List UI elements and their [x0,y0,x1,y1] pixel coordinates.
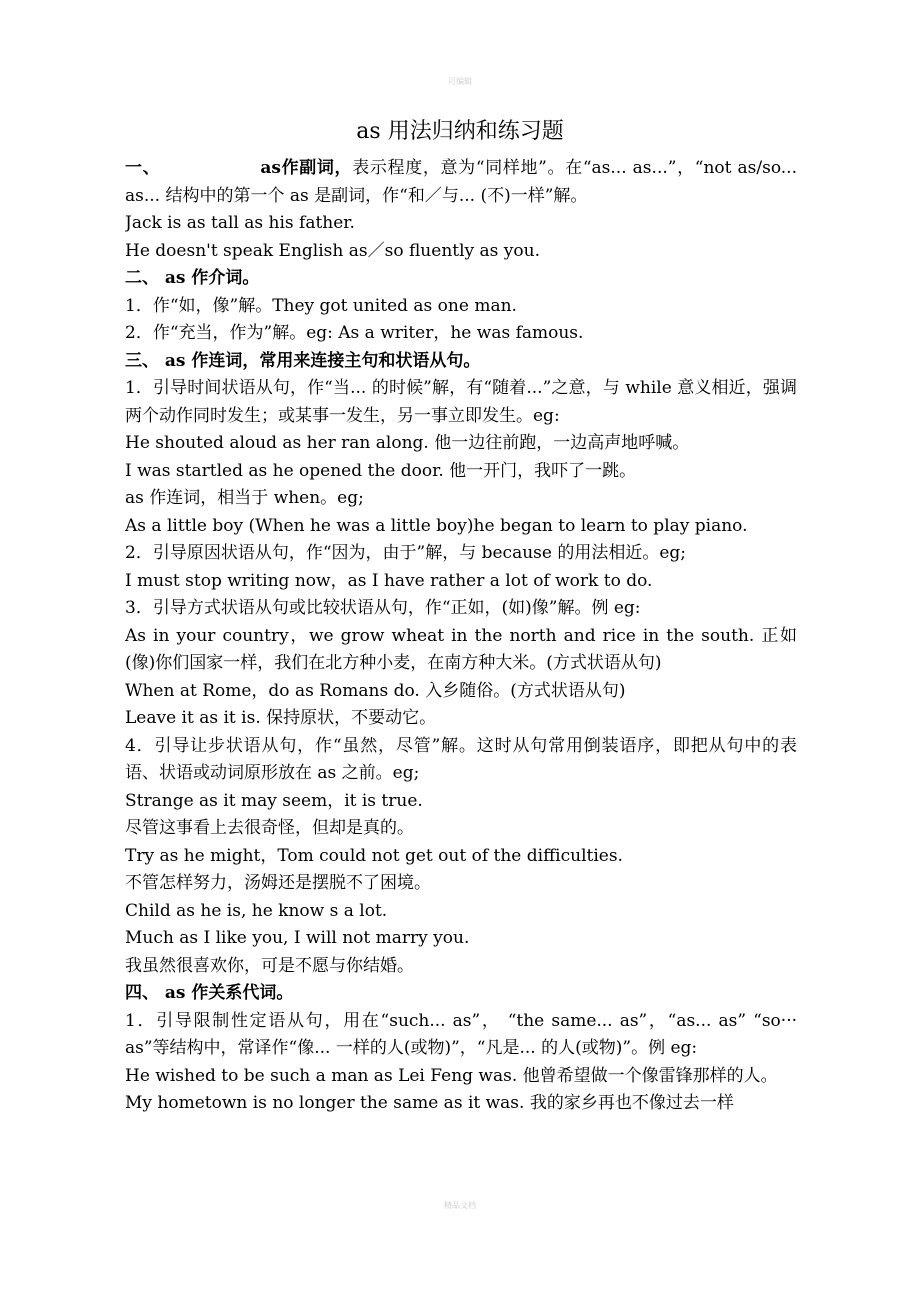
example-line: As a little boy (When he was a little boy)he began to learn to play piano. [125,515,748,536]
example-line: Strange as it may seem，it is true. [125,790,423,811]
section-4-heading: 四、 as 作关系代词。 [125,983,294,1003]
usage-line: 3．引导方式状语从句或比较状语从句，作“正如，(如)像”解。例 eg: [125,598,641,618]
example-line: I must stop writing now，as I have rather a lot of work to do. [125,570,653,591]
section-2-heading: 二、 as 作介词。 [125,268,260,288]
translation-line: 尽管这事看上去很奇怪，但却是真的。 [125,818,414,838]
example-paragraph: As in your country，we grow wheat in the north and rice in the south. 正如(像)你们国家一样，我们在北方种小麦，在南方种大米。(方式状语从句) [125,625,797,673]
example-line: My hometown is no longer the same as it was. 我的家乡再也不像过去一样 [125,1093,734,1113]
section-3-heading: 三、 as 作连词，常用来连接主句和状语从句。 [125,350,481,371]
example-line: Jack is as tall as his father. [125,213,355,233]
example-line: He doesn't speak English as／so fluently as you. [125,240,540,261]
example-line: I was startled as he opened the door. 他一开门，我吓了一跳。 [125,460,637,481]
section-1-heading: as作副词， [260,158,353,178]
page-footer: 精品文档 [444,1201,476,1210]
example-line: Leave it as it is. 保持原状，不要动它。 [125,708,437,728]
section-1-number: 一、 [125,158,161,178]
usage-line: as 作连词，相当于 when。eg; [125,488,364,508]
usage-line: 1．作“如，像”解。They got united as one man. [125,295,517,316]
page-title: as 用法归纳和练习题 [356,119,564,144]
example-paragraph: He wished to be such a man as Lei Feng was. 他曾希望做一个像雷锋那样的人。 [125,1065,778,1086]
usage-line: 2．引导原因状语从句，作“因为，由于”解，与 because 的用法相近。eg; [125,543,687,563]
usage-paragraph: 4．引导让步状语从句，作“虽然，尽管”解。这时从句常用倒装语序，即把从句中的表语、状语或动词原形放在 as 之前。eg; [125,735,797,783]
usage-paragraph: 1．引导时间状语从句，作“当... 的时候”解，有“随着...”之意，与 while 意义相近，强调两个动作同时发生；或某事一发生，另一事立即发生。eg: [125,378,797,426]
translation-line: 不管怎样努力，汤姆还是摆脱不了困境。 [125,873,431,893]
section-1-paragraph [125,155,797,210]
example-line: When at Rome，do as Romans do. 入乡随俗。(方式状语从句) [125,680,626,701]
translation-line: 我虽然很喜欢你，可是不愿与你结婚。 [125,955,414,976]
usage-line: 2．作“充当，作为”解。eg: As a writer，he was famous. [125,323,584,343]
section-1-text: 表示程度，意为“同样地”。在“as... as...”，“not as/so... as... 结构中的第一个 as 是副词，作“和／与... (不)一样”解。 [125,158,797,206]
example-line: Child as he is, he know s a lot. [125,900,388,921]
page-header: 可编辑 [448,77,472,86]
document-body [125,155,797,1118]
example-line: Much as I like you, I will not marry you. [125,928,470,948]
usage-paragraph: 1．引导限制性定语从句，用在“such... as”， “the same... as”，“as... as” “so··· as”等结构中，常译作“像... 一样的人(或物)”，“凡是... 的人(或物)”。例 eg: [125,1010,797,1058]
example-line: Try as he might，Tom could not get out of the difficulties. [125,845,623,866]
example-line: He shouted aloud as her ran along. 他一边往前跑，一边高声地呼喊。 [125,433,690,453]
